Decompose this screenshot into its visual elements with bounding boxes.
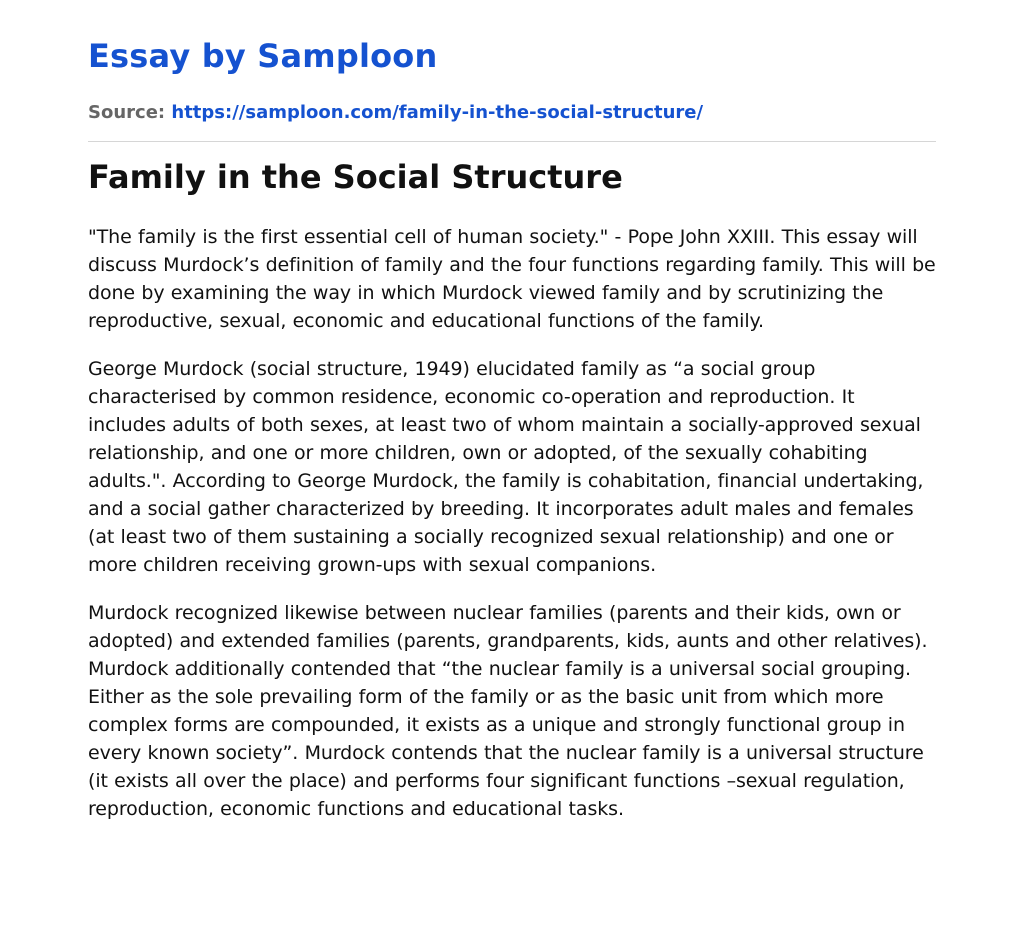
- essay-body: [88, 223, 936, 823]
- brand-title: Essay by Samploon: [88, 37, 438, 75]
- essay-page: [88, 0, 936, 823]
- essay-paragraph: "The family is the first essential cell of human society." - Pope John XXIII. This essay will discuss Murdock’s definition of family and the four functions regarding family. This will be done by examining the way in which Murdock viewed family and by scrutinizing the reproductive, sexual, economic and educational functions of the family.: [88, 226, 936, 332]
- header-divider: [88, 141, 936, 142]
- source-link[interactable]: https://samploon.com/family-in-the-social-structure/: [171, 102, 704, 123]
- essay-paragraph: George Murdock (social structure, 1949) elucidated family as “a social group characterised by common residence, economic co-operation and reproduction. It includes adults of both sexes, at least two of whom maintain a socially-approved sexual relationship, and one or more children, own or adopted, of the sexually cohabiting adults.". According to George Murdock, the family is cohabitation, financial undertaking, and a social gather characterized by breeding. It incorporates adult males and females (at least two of them sustaining a socially recognized sexual relationship) and one or more children receiving grown-ups with sexual companions.: [88, 358, 924, 576]
- source-line: [88, 95, 936, 131]
- essay-title: Family in the Social Structure: [88, 158, 623, 196]
- essay-paragraph: Murdock recognized likewise between nuclear families (parents and their kids, own or adopted) and extended families (parents, grandparents, kids, aunts and other relatives). Murdock additionally contended that “the nuclear family is a universal social grouping. Either as the sole prevailing form of the family or as the basic unit from which more complex forms are compounded, it exists as a unique and strongly functional group in every known society”. Murdock contends that the nuclear family is a universal structure (it exists all over the place) and performs four significant functions –sexual regulation, reproduction, economic functions and educational tasks.: [88, 602, 928, 820]
- source-label: Source:: [88, 102, 166, 123]
